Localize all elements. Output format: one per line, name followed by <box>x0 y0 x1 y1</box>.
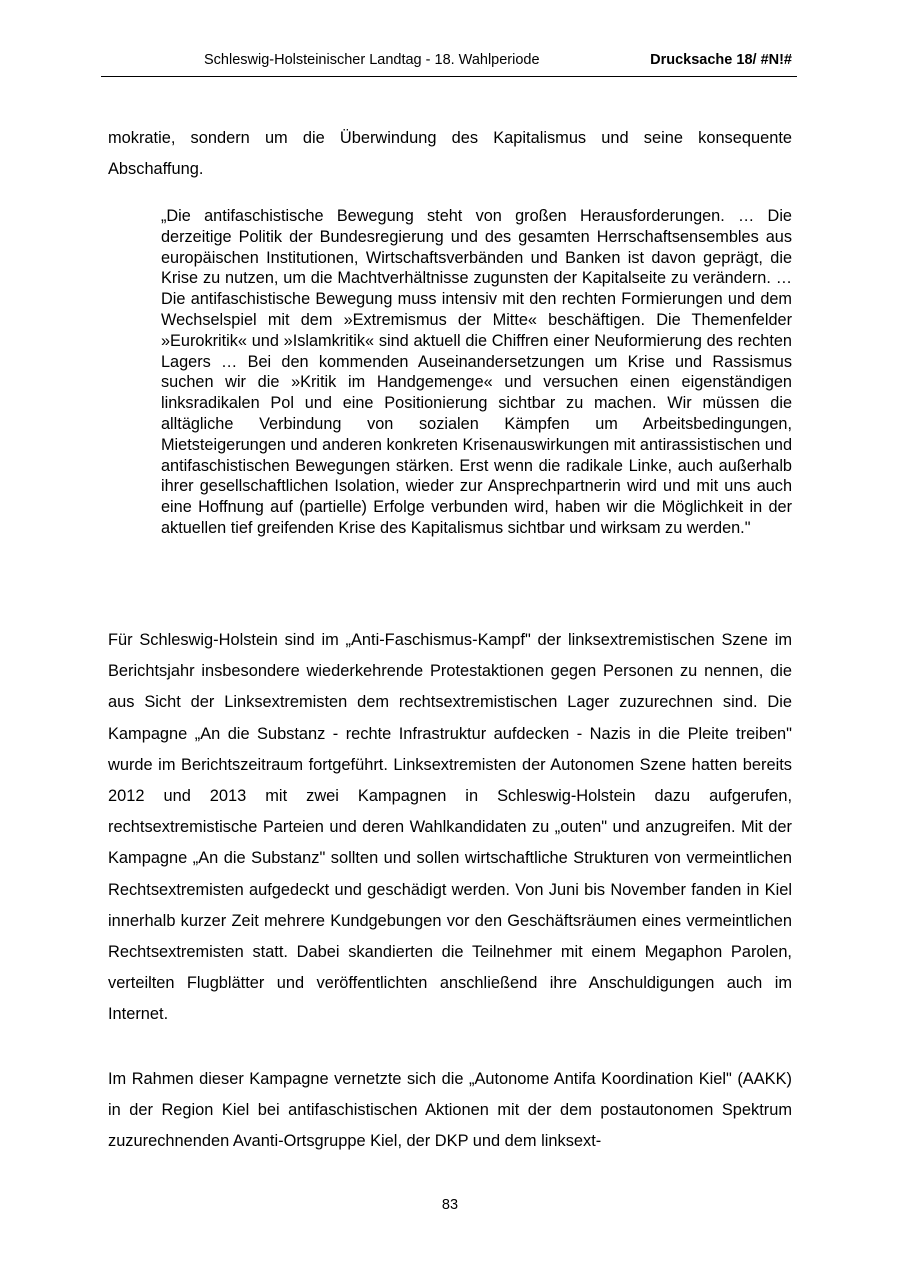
page-header <box>101 50 797 77</box>
header-title: Schleswig-Holsteinischer Landtag - 18. Wahlperiode <box>204 52 540 68</box>
block-quote: „Die antifaschistische Bewegung steht von großen Herausforderungen. … Die derzeitige Politik der Bundesregierung und des gesamten Herrschaftsensembles aus europäischen Institutionen, Wirtschaftsverbänden und Banken ist davon geprägt, die Krise zu nutzen, um die Machtverhältnisse zugunsten der Kapitalseite zu verändern. … Die antifaschistische Bewegung muss intensiv mit den rechten Formierungen und dem Wechselspiel mit dem »Extremismus der Mitte« beschäftigen. Die Themenfelder »Eurokritik« und »Islamkritik« sind aktuell die Chiffren einer Neuformierung des rechten Lagers … Bei den kommenden Auseinandersetzungen um Krise und Rassismus suchen wir die »Kritik im Handgemenge« und versuchen einen eigenständigen linksradikalen Pol und eine Positionierung sichtbar zu machen. Wir müssen die alltägliche Verbindung von sozialen Kämpfen um Arbeitsbedingungen, Mietsteigerungen und anderen konkreten Krisenauswirkungen mit antirassistischen und antifaschistischen Bewegungen stärken. Erst wenn die radikale Linke, auch außerhalb ihrer gesellschaftlichen Isolation, wieder zur Ansprechpartnerin wird und mit uns auch eine Hoffnung auf (partielle) Erfolge verbunden wird, haben wir die Möglichkeit in der aktuellen tief greifenden Krise des Kapitalismus sichtbar und wirksam zu werden." <box>161 207 792 537</box>
page-number: 83 <box>441 1197 459 1213</box>
paragraph-campaign-network: Im Rahmen dieser Kampagne vernetzte sich die „Autonome Antifa Koordination Kiel" (AAKK) in der Region Kiel bei antifaschistischen Aktionen mit der dem postautonomen Spektrum zuzurechnenden Avanti-Ortsgruppe Kiel, der DKP und dem linksext- <box>108 1070 792 1151</box>
paragraph-schleswig-holstein: Für Schleswig-Holstein sind im „Anti-Faschismus-Kampf" der linksextremistischen Szene im Berichtsjahr insbesondere wiederkehrende Protestaktionen gegen Personen zu nennen, die aus Sicht der Linksextremisten dem rechtsextremistischen Lager zuzurechnen sind. Die Kampagne „An die Substanz - rechte Infrastruktur aufdecken - Nazis in die Pleite treiben" wurde im Berichtszeitraum fortgeführt. Linksextremisten der Autonomen Szene hatten bereits 2012 und 2013 mit zwei Kampagnen in Schleswig-Holstein dazu aufgerufen, rechtsextremistische Parteien und deren Wahlkandidaten zu „outen" und anzugreifen. Mit der Kampagne „An die Substanz" sollten und sollen wirtschaftliche Strukturen von vermeintlichen Rechtsextremisten aufgedeckt und geschädigt werden. Von Juni bis November fanden in Kiel innerhalb kurzer Zeit mehrere Kundgebungen vor den Geschäftsräumen eines vermeintlichen Rechtsextremisten statt. Dabei skandierten die Teilnehmer mit einem Megaphon Parolen, verteilten Flugblätter und veröffentlichten anschließend ihre Anschuldigungen auch im Internet. <box>108 631 792 1024</box>
paragraph-intro: mokratie, sondern um die Überwindung des Kapitalismus und seine konsequente Abschaffung. <box>108 129 792 178</box>
document-number: Drucksache 18/ #N!# <box>650 52 792 68</box>
